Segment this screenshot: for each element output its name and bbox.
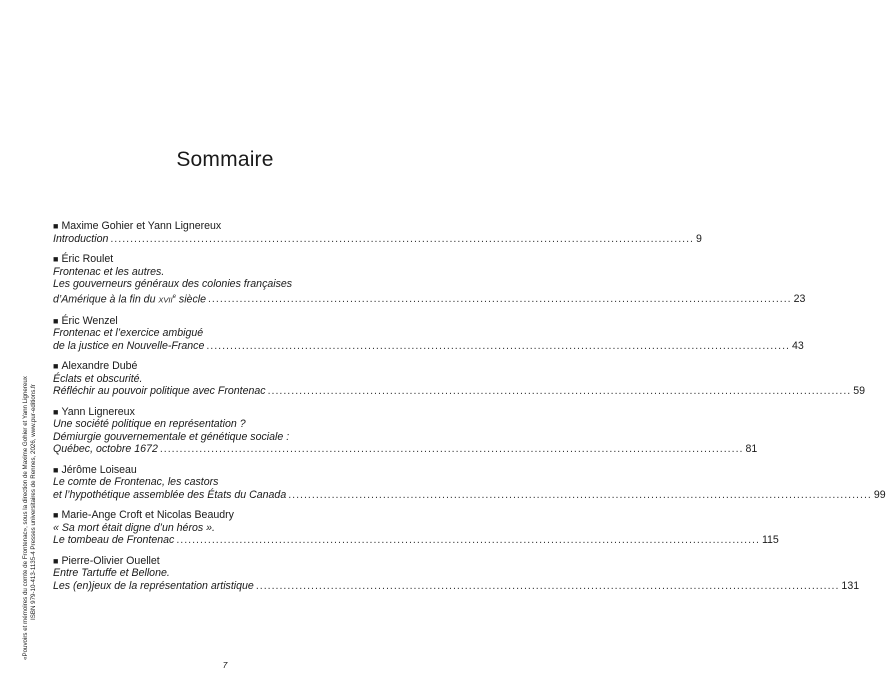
page-number: 9 <box>695 232 702 245</box>
author-name: Alexandre Dubé <box>61 360 138 373</box>
entry-title-line: Entre Tartuffe et Bellone. <box>53 567 170 580</box>
entry-title-line <box>53 339 804 353</box>
toc-entry <box>53 314 804 353</box>
dot-leader: .................................................................................................................................................... <box>288 488 872 501</box>
side-citation-line: «Pouvoirs et mémoires du comte de Frontenac», sous la direction de Maxime Gohier et Yann Lignereux <box>22 376 29 660</box>
entry-title-part: d’Amérique à la fin du <box>53 293 159 306</box>
entry-title: de la justice en Nouvelle-France <box>53 339 205 352</box>
page-number: 81 <box>745 443 758 456</box>
entry-author <box>53 464 409 477</box>
entry-title-line: « Sa mort était digne d’un héros ». <box>53 521 215 534</box>
dot-leader: .................................................................................................................................................... <box>206 339 790 352</box>
page-number: 99 <box>873 488 886 501</box>
bullet-icon: ■ <box>53 510 59 521</box>
bullet-icon: ■ <box>53 464 59 475</box>
entry-title: et l’hypothétique assemblée des États du Canada <box>53 488 287 501</box>
toc-entry <box>53 463 886 502</box>
bullet-icon: ■ <box>53 361 59 372</box>
page-folio: 7 <box>222 660 228 670</box>
bullet-icon: ■ <box>53 254 59 264</box>
bullet-icon: ■ <box>53 406 59 417</box>
entry-title-line <box>53 488 886 502</box>
entry-title-line <box>53 534 779 547</box>
page-number: 131 <box>841 579 860 592</box>
page-title: Sommaire <box>176 148 274 171</box>
page-number: 43 <box>791 339 804 352</box>
entry-title-line: Frontenac et l’exercice ambigué <box>53 327 204 340</box>
page-number: 23 <box>793 293 806 306</box>
century-suffix: e <box>172 293 176 300</box>
entry-title-part: siècle <box>175 293 206 306</box>
entry-author <box>53 315 409 328</box>
table-of-contents <box>53 220 886 600</box>
entry-author <box>53 406 409 419</box>
bullet-icon: ■ <box>53 315 59 326</box>
entry-title: Les (en)jeux de la représentation artistique <box>53 579 254 592</box>
side-isbn-line: ISBN 979-10-413-1135-4 Presses universitaires de Rennes, 2026, www.pur-editions.fr <box>30 384 37 620</box>
entry-title: Le tombeau de Frontenac <box>53 534 175 547</box>
toc-entry <box>53 509 779 547</box>
entry-title-line <box>53 291 806 307</box>
entry-author <box>53 253 409 266</box>
entry-title-line: Une société politique en représentation ? <box>53 418 246 431</box>
bullet-icon: ■ <box>53 221 59 231</box>
toc-entry <box>53 360 865 398</box>
entry-title-line <box>53 443 758 456</box>
entry-title-line: Le comte de Frontenac, les castors <box>53 476 219 489</box>
entry-title-line <box>53 385 865 398</box>
entry-title <box>53 291 206 307</box>
toc-entry <box>53 405 758 456</box>
author-name: Maxime Gohier et Yann Lignereux <box>61 220 222 232</box>
dot-leader: .................................................................................................................................................... <box>267 385 852 398</box>
entry-author <box>53 555 409 568</box>
entry-title-line: Démiurgie gouvernementale et génétique sociale : <box>53 430 290 443</box>
author-name: Éric Wenzel <box>61 314 118 327</box>
author-name: Pierre-Olivier Ouellet <box>61 554 160 567</box>
dot-leader: .................................................................................................................................................... <box>159 443 744 456</box>
entry-title-line <box>53 232 702 246</box>
entry-author <box>53 360 409 373</box>
dot-leader: .................................................................................................................................................... <box>207 293 792 306</box>
bullet-icon: ■ <box>53 555 59 566</box>
author-name: Jérôme Loiseau <box>61 463 137 476</box>
entry-title-line: Les gouverneurs généraux des colonies françaises <box>53 278 293 290</box>
toc-entry <box>53 253 806 307</box>
entry-title: Québec, octobre 1672 <box>53 443 158 456</box>
dot-leader: .................................................................................................................................................... <box>110 232 694 245</box>
page-number: 59 <box>853 385 865 398</box>
page-number: 115 <box>761 534 779 547</box>
dot-leader: .................................................................................................................................................... <box>176 534 760 547</box>
entry-author <box>53 509 409 522</box>
entry-title: Réfléchir au pouvoir politique avec Frontenac <box>53 385 266 398</box>
author-name: Éric Roulet <box>61 253 114 265</box>
entry-title-line <box>53 579 860 593</box>
author-name: Marie-Ange Croft et Nicolas Beaudry <box>61 509 234 522</box>
entry-title-line: Éclats et obscurité. <box>53 372 143 385</box>
entry-title-line: Frontenac et les autres. <box>53 265 165 278</box>
toc-entry <box>53 554 860 593</box>
toc-entry <box>53 220 702 245</box>
author-name: Yann Lignereux <box>61 405 135 418</box>
entry-title: Introduction <box>53 232 109 245</box>
dot-leader: .................................................................................................................................................... <box>255 579 840 592</box>
entry-author <box>53 220 409 233</box>
century-numeral: XVII <box>158 295 173 305</box>
